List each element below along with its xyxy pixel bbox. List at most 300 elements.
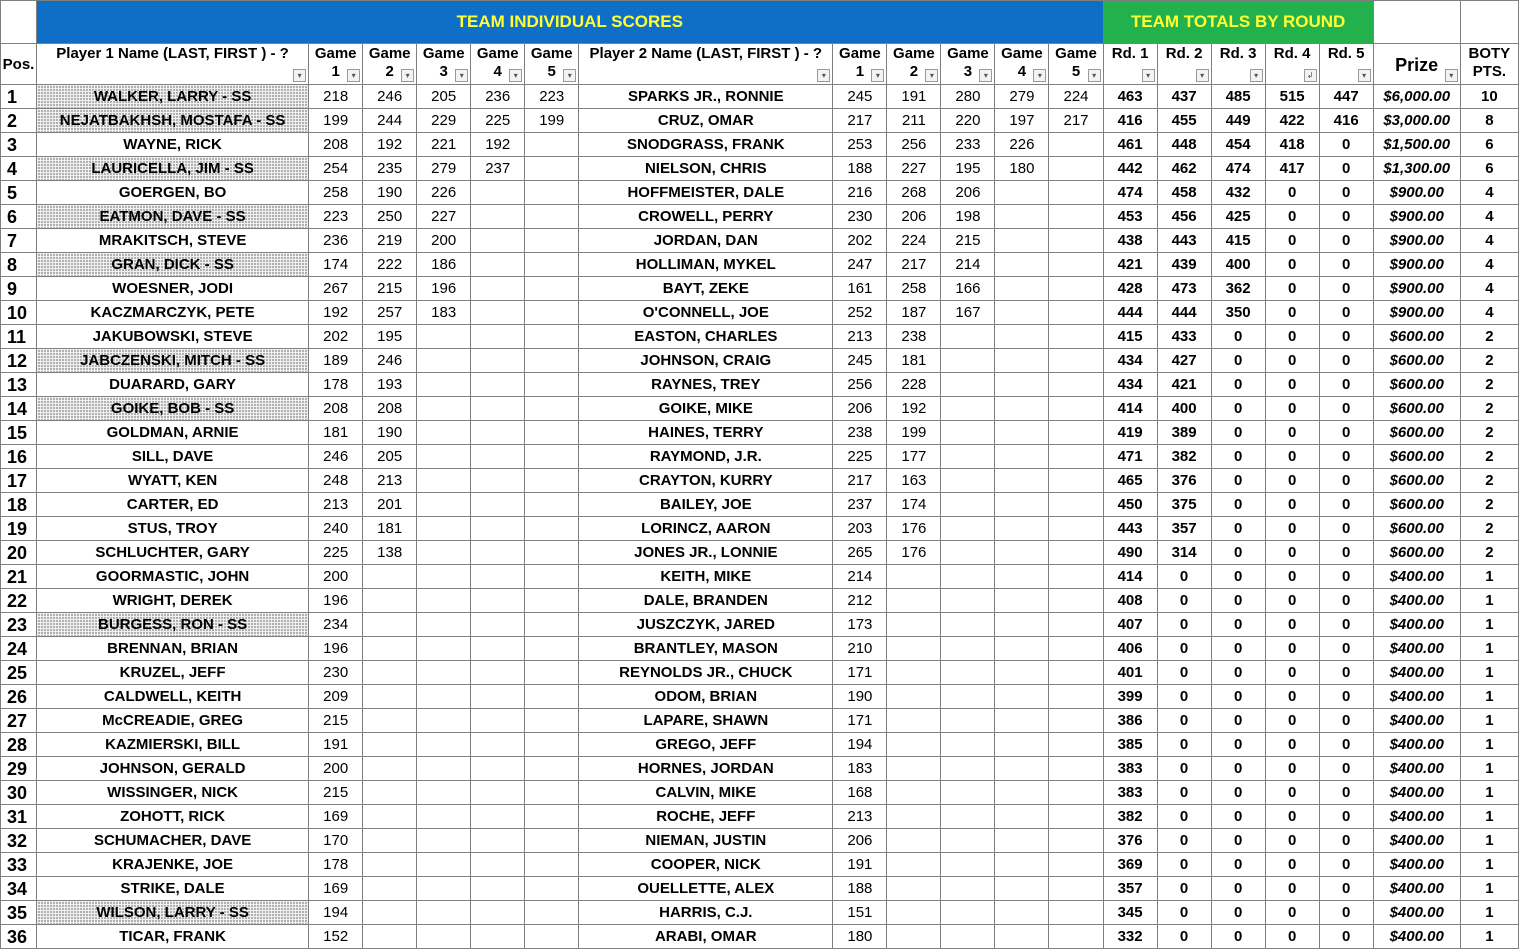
dropdown-arrow-icon[interactable]: ▾ (979, 69, 992, 82)
round-5-total-cell[interactable]: 0 (1319, 613, 1373, 637)
player2-game-1-cell[interactable]: 265 (833, 541, 887, 565)
player1-game-2-cell[interactable] (363, 685, 417, 709)
player2-game-2-cell[interactable] (887, 781, 941, 805)
round-1-total-cell[interactable]: 465 (1103, 469, 1157, 493)
player2-game-2-cell[interactable] (887, 757, 941, 781)
player1-game-2-cell[interactable] (363, 661, 417, 685)
round-5-total-cell[interactable]: 0 (1319, 709, 1373, 733)
round-2-total-cell[interactable]: 0 (1157, 805, 1211, 829)
round-5-total-cell[interactable]: 0 (1319, 229, 1373, 253)
round-5-total-cell[interactable]: 0 (1319, 565, 1373, 589)
player2-game-5-cell[interactable] (1049, 157, 1103, 181)
player2-game-2-cell[interactable] (887, 877, 941, 901)
player2-game-4-cell[interactable] (995, 613, 1049, 637)
prize-cell[interactable]: $600.00 (1373, 469, 1460, 493)
round-5-total-cell[interactable]: 447 (1319, 85, 1373, 109)
player2-game-2-cell[interactable] (887, 637, 941, 661)
player1-game-4-cell[interactable]: 237 (471, 157, 525, 181)
prize-cell[interactable]: $400.00 (1373, 757, 1460, 781)
player1-game-4-cell[interactable] (471, 349, 525, 373)
player2-game-1-cell[interactable]: 183 (833, 757, 887, 781)
player2-game-2-cell[interactable] (887, 805, 941, 829)
position-cell[interactable]: 5 (1, 181, 37, 205)
player2-game-1-cell[interactable]: 230 (833, 205, 887, 229)
player2-game-3-cell[interactable] (941, 685, 995, 709)
player2-game-1-cell[interactable]: 216 (833, 181, 887, 205)
player2-game-5-cell[interactable] (1049, 565, 1103, 589)
round-5-total-cell[interactable]: 0 (1319, 277, 1373, 301)
round-1-total-cell[interactable]: 407 (1103, 613, 1157, 637)
player2-game-4-header[interactable] (995, 44, 1049, 85)
player1-game-3-cell[interactable] (417, 469, 471, 493)
round-1-total-cell[interactable]: 490 (1103, 541, 1157, 565)
player2-game-2-cell[interactable]: 224 (887, 229, 941, 253)
round-4-total-cell[interactable]: 0 (1265, 877, 1319, 901)
player2-game-3-cell[interactable] (941, 757, 995, 781)
round-3-total-cell[interactable]: 0 (1211, 781, 1265, 805)
player2-game-3-cell[interactable] (941, 925, 995, 949)
player1-name-cell[interactable]: GOLDMAN, ARNIE (37, 421, 309, 445)
round-3-total-cell[interactable]: 0 (1211, 565, 1265, 589)
round-4-total-cell[interactable]: 417 (1265, 157, 1319, 181)
player1-game-4-cell[interactable] (471, 565, 525, 589)
round-1-total-cell[interactable]: 443 (1103, 517, 1157, 541)
round-4-total-cell[interactable]: 0 (1265, 805, 1319, 829)
player2-game-4-cell[interactable] (995, 661, 1049, 685)
player1-game-3-cell[interactable] (417, 637, 471, 661)
player1-game-2-cell[interactable]: 215 (363, 277, 417, 301)
player1-game-2-cell[interactable]: 138 (363, 541, 417, 565)
player1-game-2-cell[interactable]: 222 (363, 253, 417, 277)
round-1-total-cell[interactable]: 383 (1103, 757, 1157, 781)
round-3-total-cell[interactable]: 485 (1211, 85, 1265, 109)
player2-game-4-cell[interactable]: 226 (995, 133, 1049, 157)
round-2-total-cell[interactable]: 0 (1157, 565, 1211, 589)
round-2-total-cell[interactable]: 421 (1157, 373, 1211, 397)
position-cell[interactable]: 9 (1, 277, 37, 301)
player2-name-cell[interactable]: HARRIS, C.J. (579, 901, 833, 925)
round-4-total-cell[interactable]: 0 (1265, 397, 1319, 421)
player2-game-2-cell[interactable] (887, 853, 941, 877)
player1-game-4-cell[interactable] (471, 301, 525, 325)
player1-game-4-cell[interactable] (471, 541, 525, 565)
player1-game-5-cell[interactable] (525, 757, 579, 781)
player2-game-4-cell[interactable] (995, 469, 1049, 493)
player1-game-1-cell[interactable]: 196 (309, 589, 363, 613)
player2-game-1-cell[interactable]: 214 (833, 565, 887, 589)
round-2-total-cell[interactable]: 437 (1157, 85, 1211, 109)
player2-game-3-cell[interactable] (941, 877, 995, 901)
prize-cell[interactable]: $3,000.00 (1373, 109, 1460, 133)
round-5-total-cell[interactable]: 0 (1319, 205, 1373, 229)
player2-game-2-cell[interactable]: 192 (887, 397, 941, 421)
round-2-total-cell[interactable]: 357 (1157, 517, 1211, 541)
player2-game-2-cell[interactable]: 206 (887, 205, 941, 229)
player1-game-1-cell[interactable]: 174 (309, 253, 363, 277)
player1-game-2-cell[interactable]: 193 (363, 373, 417, 397)
player2-game-5-cell[interactable] (1049, 613, 1103, 637)
player1-game-5-cell[interactable]: 223 (525, 85, 579, 109)
player2-game-3-cell[interactable] (941, 325, 995, 349)
player1-game-1-cell[interactable]: 199 (309, 109, 363, 133)
round-3-total-cell[interactable]: 0 (1211, 613, 1265, 637)
dropdown-arrow-icon[interactable]: ▾ (347, 69, 360, 82)
round-1-header[interactable] (1103, 44, 1157, 85)
player2-name-cell[interactable]: BAYT, ZEKE (579, 277, 833, 301)
player1-name-cell[interactable]: JAKUBOWSKI, STEVE (37, 325, 309, 349)
position-cell[interactable]: 8 (1, 253, 37, 277)
player1-name-cell[interactable]: KRAJENKE, JOE (37, 853, 309, 877)
boty-points-cell[interactable]: 2 (1460, 445, 1518, 469)
player2-game-2-cell[interactable] (887, 901, 941, 925)
player2-name-cell[interactable]: HOLLIMAN, MYKEL (579, 253, 833, 277)
player1-game-2-cell[interactable]: 195 (363, 325, 417, 349)
player1-game-3-cell[interactable] (417, 613, 471, 637)
position-cell[interactable]: 30 (1, 781, 37, 805)
round-2-total-cell[interactable]: 314 (1157, 541, 1211, 565)
position-cell[interactable]: 11 (1, 325, 37, 349)
round-1-total-cell[interactable]: 332 (1103, 925, 1157, 949)
boty-points-cell[interactable]: 1 (1460, 613, 1518, 637)
round-3-total-cell[interactable]: 0 (1211, 493, 1265, 517)
player2-game-5-cell[interactable] (1049, 589, 1103, 613)
player1-game-5-cell[interactable] (525, 373, 579, 397)
round-3-total-cell[interactable]: 449 (1211, 109, 1265, 133)
player1-name-cell[interactable]: JABCZENSKI, MITCH - SS (37, 349, 309, 373)
player1-game-1-cell[interactable]: 215 (309, 709, 363, 733)
round-3-total-cell[interactable]: 474 (1211, 157, 1265, 181)
boty-points-cell[interactable]: 2 (1460, 493, 1518, 517)
position-cell[interactable]: 19 (1, 517, 37, 541)
player1-name-cell[interactable]: WISSINGER, NICK (37, 781, 309, 805)
round-4-total-cell[interactable]: 0 (1265, 829, 1319, 853)
player2-name-cell[interactable]: COOPER, NICK (579, 853, 833, 877)
player2-game-1-cell[interactable]: 194 (833, 733, 887, 757)
round-5-total-cell[interactable]: 0 (1319, 685, 1373, 709)
round-3-total-cell[interactable]: 432 (1211, 181, 1265, 205)
player1-game-2-cell[interactable] (363, 757, 417, 781)
position-cell[interactable]: 2 (1, 109, 37, 133)
round-1-total-cell[interactable]: 408 (1103, 589, 1157, 613)
round-5-header[interactable] (1319, 44, 1373, 85)
prize-cell[interactable]: $900.00 (1373, 181, 1460, 205)
player2-game-5-cell[interactable] (1049, 781, 1103, 805)
round-5-total-cell[interactable]: 0 (1319, 349, 1373, 373)
player2-game-1-cell[interactable]: 217 (833, 109, 887, 133)
player2-game-3-header[interactable] (941, 44, 995, 85)
prize-cell[interactable]: $900.00 (1373, 253, 1460, 277)
round-5-total-cell[interactable]: 0 (1319, 853, 1373, 877)
round-2-total-cell[interactable]: 0 (1157, 829, 1211, 853)
player2-game-4-cell[interactable]: 279 (995, 85, 1049, 109)
round-2-total-cell[interactable]: 462 (1157, 157, 1211, 181)
player2-game-4-cell[interactable] (995, 373, 1049, 397)
player2-game-3-cell[interactable] (941, 637, 995, 661)
player1-game-5-cell[interactable] (525, 637, 579, 661)
player1-game-1-cell[interactable]: 170 (309, 829, 363, 853)
player1-name-cell[interactable]: TICAR, FRANK (37, 925, 309, 949)
position-cell[interactable]: 35 (1, 901, 37, 925)
prize-cell[interactable]: $900.00 (1373, 229, 1460, 253)
player2-game-3-cell[interactable] (941, 853, 995, 877)
player1-game-5-cell[interactable] (525, 133, 579, 157)
player2-game-5-cell[interactable] (1049, 493, 1103, 517)
player2-game-3-cell[interactable] (941, 541, 995, 565)
dropdown-arrow-icon[interactable]: ▾ (1250, 69, 1263, 82)
player2-game-1-cell[interactable]: 213 (833, 325, 887, 349)
round-5-total-cell[interactable]: 0 (1319, 901, 1373, 925)
round-1-total-cell[interactable]: 434 (1103, 373, 1157, 397)
round-3-total-cell[interactable]: 0 (1211, 685, 1265, 709)
round-5-total-cell[interactable]: 0 (1319, 805, 1373, 829)
player2-game-1-cell[interactable]: 188 (833, 157, 887, 181)
round-5-total-cell[interactable]: 0 (1319, 541, 1373, 565)
player1-game-3-cell[interactable] (417, 349, 471, 373)
round-4-total-cell[interactable]: 0 (1265, 469, 1319, 493)
round-4-total-cell[interactable]: 0 (1265, 565, 1319, 589)
player2-game-5-cell[interactable] (1049, 685, 1103, 709)
player2-game-5-header[interactable] (1049, 44, 1103, 85)
player1-name-cell[interactable]: BRENNAN, BRIAN (37, 637, 309, 661)
player2-game-2-cell[interactable]: 187 (887, 301, 941, 325)
boty-points-cell[interactable]: 2 (1460, 325, 1518, 349)
player1-game-2-cell[interactable]: 208 (363, 397, 417, 421)
player2-name-cell[interactable]: RAYMOND, J.R. (579, 445, 833, 469)
player2-game-4-cell[interactable] (995, 325, 1049, 349)
round-4-total-cell[interactable]: 0 (1265, 445, 1319, 469)
position-cell[interactable]: 1 (1, 85, 37, 109)
round-4-total-cell[interactable]: 0 (1265, 325, 1319, 349)
player1-game-2-header[interactable] (363, 44, 417, 85)
player2-game-1-cell[interactable]: 151 (833, 901, 887, 925)
player2-game-3-cell[interactable] (941, 565, 995, 589)
boty-points-cell[interactable]: 1 (1460, 877, 1518, 901)
round-1-total-cell[interactable]: 450 (1103, 493, 1157, 517)
player2-game-3-cell[interactable] (941, 829, 995, 853)
player2-game-4-cell[interactable] (995, 277, 1049, 301)
player2-name-cell[interactable]: JORDAN, DAN (579, 229, 833, 253)
player2-game-2-cell[interactable]: 163 (887, 469, 941, 493)
player1-game-2-cell[interactable]: 213 (363, 469, 417, 493)
round-4-total-cell[interactable]: 515 (1265, 85, 1319, 109)
player1-game-1-cell[interactable]: 230 (309, 661, 363, 685)
round-4-total-cell[interactable]: 0 (1265, 229, 1319, 253)
round-5-total-cell[interactable]: 0 (1319, 493, 1373, 517)
round-5-total-cell[interactable]: 0 (1319, 757, 1373, 781)
player2-game-1-cell[interactable]: 247 (833, 253, 887, 277)
prize-cell[interactable]: $400.00 (1373, 901, 1460, 925)
player2-game-1-header[interactable] (833, 44, 887, 85)
player1-game-3-cell[interactable] (417, 709, 471, 733)
player2-game-5-cell[interactable] (1049, 709, 1103, 733)
round-3-total-cell[interactable]: 0 (1211, 757, 1265, 781)
round-2-total-cell[interactable]: 433 (1157, 325, 1211, 349)
round-2-total-cell[interactable]: 458 (1157, 181, 1211, 205)
player1-name-cell[interactable]: WRIGHT, DEREK (37, 589, 309, 613)
round-3-total-cell[interactable]: 0 (1211, 445, 1265, 469)
round-1-total-cell[interactable]: 357 (1103, 877, 1157, 901)
position-cell[interactable]: 20 (1, 541, 37, 565)
prize-cell[interactable]: $600.00 (1373, 325, 1460, 349)
player1-game-4-cell[interactable] (471, 589, 525, 613)
round-3-total-cell[interactable]: 350 (1211, 301, 1265, 325)
player1-game-4-cell[interactable] (471, 853, 525, 877)
player2-game-5-cell[interactable] (1049, 517, 1103, 541)
player2-game-4-cell[interactable] (995, 349, 1049, 373)
player2-game-4-cell[interactable] (995, 229, 1049, 253)
player2-game-2-cell[interactable]: 174 (887, 493, 941, 517)
player2-name-cell[interactable]: JUSZCZYK, JARED (579, 613, 833, 637)
player1-name-cell[interactable]: WYATT, KEN (37, 469, 309, 493)
round-2-total-cell[interactable]: 0 (1157, 781, 1211, 805)
player2-game-2-cell[interactable]: 177 (887, 445, 941, 469)
round-2-total-cell[interactable]: 0 (1157, 733, 1211, 757)
player1-name-cell[interactable]: KACZMARCZYK, PETE (37, 301, 309, 325)
player2-game-3-cell[interactable] (941, 517, 995, 541)
player1-game-5-cell[interactable] (525, 613, 579, 637)
round-5-total-cell[interactable]: 0 (1319, 469, 1373, 493)
player2-game-3-cell[interactable]: 215 (941, 229, 995, 253)
player1-game-4-cell[interactable] (471, 517, 525, 541)
player2-game-5-cell[interactable] (1049, 325, 1103, 349)
player2-name-cell[interactable]: CALVIN, MIKE (579, 781, 833, 805)
player2-game-2-cell[interactable]: 238 (887, 325, 941, 349)
position-cell[interactable]: 36 (1, 925, 37, 949)
player2-game-5-cell[interactable] (1049, 205, 1103, 229)
player2-game-1-cell[interactable]: 212 (833, 589, 887, 613)
round-3-total-cell[interactable]: 0 (1211, 901, 1265, 925)
round-5-total-cell[interactable]: 0 (1319, 637, 1373, 661)
round-4-total-cell[interactable]: 0 (1265, 637, 1319, 661)
boty-points-cell[interactable]: 1 (1460, 829, 1518, 853)
player1-game-3-cell[interactable]: 196 (417, 277, 471, 301)
round-1-total-cell[interactable]: 369 (1103, 853, 1157, 877)
position-cell[interactable]: 32 (1, 829, 37, 853)
sort-filter-icon[interactable]: ↲ (1304, 69, 1317, 82)
player2-game-4-cell[interactable] (995, 493, 1049, 517)
prize-cell[interactable]: $400.00 (1373, 829, 1460, 853)
round-4-total-cell[interactable]: 0 (1265, 757, 1319, 781)
player2-game-5-cell[interactable]: 224 (1049, 85, 1103, 109)
round-5-total-cell[interactable]: 416 (1319, 109, 1373, 133)
prize-cell[interactable]: $900.00 (1373, 277, 1460, 301)
round-2-total-cell[interactable]: 448 (1157, 133, 1211, 157)
round-4-header[interactable] (1265, 44, 1319, 85)
round-3-total-cell[interactable]: 0 (1211, 517, 1265, 541)
position-cell[interactable]: 13 (1, 373, 37, 397)
round-3-total-cell[interactable]: 0 (1211, 397, 1265, 421)
player2-name-cell[interactable]: HAINES, TERRY (579, 421, 833, 445)
player2-game-4-cell[interactable] (995, 685, 1049, 709)
player1-game-3-cell[interactable]: 205 (417, 85, 471, 109)
dropdown-arrow-icon[interactable]: ▾ (1088, 69, 1101, 82)
player2-game-4-cell[interactable] (995, 589, 1049, 613)
boty-points-cell[interactable]: 1 (1460, 589, 1518, 613)
player2-game-4-cell[interactable] (995, 709, 1049, 733)
player1-game-1-cell[interactable]: 254 (309, 157, 363, 181)
player1-game-3-cell[interactable]: 186 (417, 253, 471, 277)
player1-name-cell[interactable]: NEJATBAKHSH, MOSTAFA - SS (37, 109, 309, 133)
player1-game-1-cell[interactable]: 208 (309, 133, 363, 157)
prize-cell[interactable]: $1,500.00 (1373, 133, 1460, 157)
player1-game-5-cell[interactable] (525, 853, 579, 877)
round-1-total-cell[interactable]: 442 (1103, 157, 1157, 181)
player1-game-1-cell[interactable]: 240 (309, 517, 363, 541)
round-4-total-cell[interactable]: 0 (1265, 661, 1319, 685)
round-3-total-cell[interactable]: 0 (1211, 709, 1265, 733)
prize-cell[interactable]: $400.00 (1373, 781, 1460, 805)
boty-points-cell[interactable]: 4 (1460, 205, 1518, 229)
boty-points-cell[interactable]: 2 (1460, 373, 1518, 397)
round-2-total-cell[interactable]: 444 (1157, 301, 1211, 325)
round-2-total-cell[interactable]: 0 (1157, 685, 1211, 709)
round-4-total-cell[interactable]: 0 (1265, 277, 1319, 301)
player1-game-4-cell[interactable] (471, 613, 525, 637)
player2-game-1-cell[interactable]: 256 (833, 373, 887, 397)
player2-game-2-cell[interactable]: 176 (887, 541, 941, 565)
player2-game-5-cell[interactable] (1049, 757, 1103, 781)
round-3-total-cell[interactable]: 0 (1211, 469, 1265, 493)
round-4-total-cell[interactable]: 0 (1265, 733, 1319, 757)
player2-name-cell[interactable]: LAPARE, SHAWN (579, 709, 833, 733)
player1-name-cell[interactable]: JOHNSON, GERALD (37, 757, 309, 781)
player2-game-4-cell[interactable] (995, 205, 1049, 229)
player1-game-4-cell[interactable] (471, 637, 525, 661)
player2-name-cell[interactable]: BAILEY, JOE (579, 493, 833, 517)
round-3-total-cell[interactable]: 0 (1211, 589, 1265, 613)
player2-game-2-cell[interactable]: 256 (887, 133, 941, 157)
prize-cell[interactable]: $400.00 (1373, 925, 1460, 949)
dropdown-arrow-icon[interactable]: ▾ (925, 69, 938, 82)
player2-name-cell[interactable]: RAYNES, TREY (579, 373, 833, 397)
boty-points-cell[interactable]: 1 (1460, 637, 1518, 661)
player1-game-1-cell[interactable]: 152 (309, 925, 363, 949)
player2-game-1-cell[interactable]: 245 (833, 85, 887, 109)
player2-game-5-cell[interactable] (1049, 277, 1103, 301)
player2-name-cell[interactable]: NIELSON, CHRIS (579, 157, 833, 181)
round-2-total-cell[interactable]: 0 (1157, 901, 1211, 925)
dropdown-arrow-icon[interactable]: ▾ (1196, 69, 1209, 82)
player1-game-4-cell[interactable] (471, 733, 525, 757)
player2-game-1-cell[interactable]: 225 (833, 445, 887, 469)
round-4-total-cell[interactable]: 418 (1265, 133, 1319, 157)
boty-points-cell[interactable]: 4 (1460, 181, 1518, 205)
player2-name-cell[interactable]: DALE, BRANDEN (579, 589, 833, 613)
player2-game-4-cell[interactable] (995, 757, 1049, 781)
player1-game-5-cell[interactable] (525, 157, 579, 181)
round-1-total-cell[interactable]: 421 (1103, 253, 1157, 277)
player1-game-5-header[interactable] (525, 44, 579, 85)
player1-game-5-cell[interactable] (525, 493, 579, 517)
round-2-header[interactable] (1157, 44, 1211, 85)
player1-game-1-cell[interactable]: 169 (309, 805, 363, 829)
round-5-total-cell[interactable]: 0 (1319, 253, 1373, 277)
player2-game-5-cell[interactable] (1049, 469, 1103, 493)
dropdown-arrow-icon[interactable]: ▾ (563, 69, 576, 82)
player1-game-4-cell[interactable] (471, 805, 525, 829)
player1-game-1-cell[interactable]: 213 (309, 493, 363, 517)
round-1-total-cell[interactable]: 382 (1103, 805, 1157, 829)
player2-game-5-cell[interactable] (1049, 133, 1103, 157)
round-5-total-cell[interactable]: 0 (1319, 133, 1373, 157)
player1-game-1-cell[interactable]: 223 (309, 205, 363, 229)
round-3-total-cell[interactable]: 362 (1211, 277, 1265, 301)
player2-name-cell[interactable]: CRUZ, OMAR (579, 109, 833, 133)
band-prize-cell[interactable] (1373, 1, 1460, 44)
player2-name-cell[interactable]: O'CONNELL, JOE (579, 301, 833, 325)
player2-game-2-cell[interactable] (887, 589, 941, 613)
round-2-total-cell[interactable]: 427 (1157, 349, 1211, 373)
